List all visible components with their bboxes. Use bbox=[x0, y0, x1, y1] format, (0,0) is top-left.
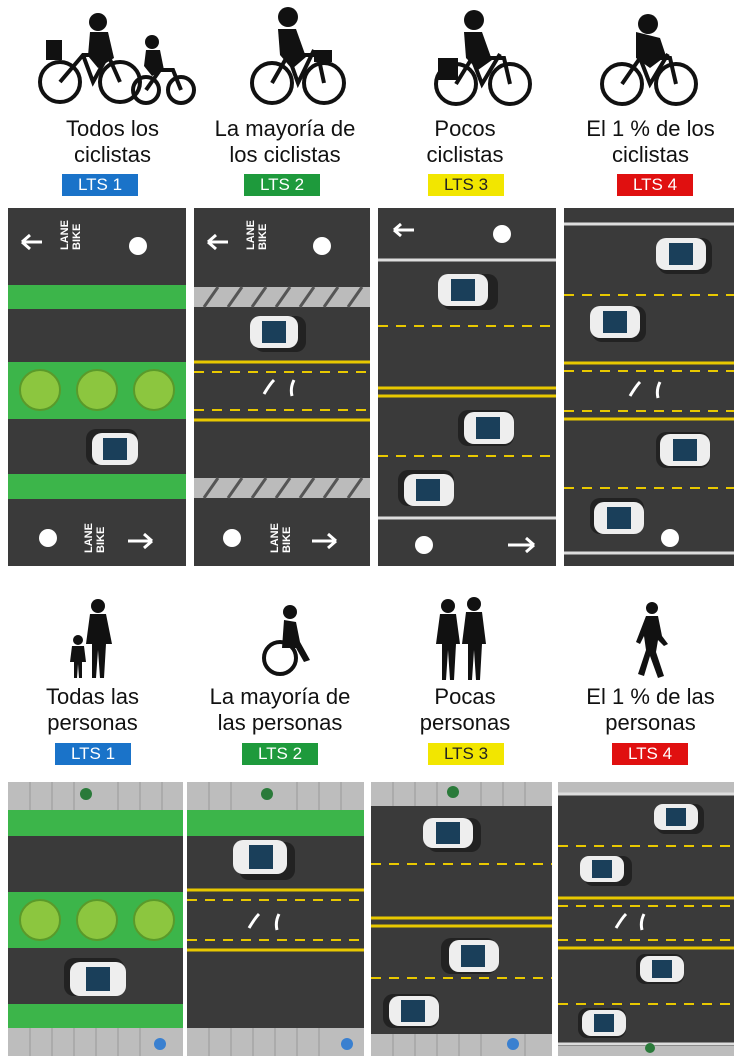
car-icon bbox=[636, 954, 684, 984]
cyclist-with-pannier-icon bbox=[432, 8, 532, 110]
caption-line: La mayoría de bbox=[209, 684, 351, 709]
pedestrian-icon bbox=[447, 786, 459, 798]
lane-text: LANE bbox=[83, 523, 95, 553]
street-diagram-lts3-bike bbox=[378, 208, 556, 566]
turn-arrow-icon bbox=[249, 914, 279, 930]
caption-line: personas bbox=[47, 710, 138, 735]
car-icon bbox=[398, 470, 454, 506]
car-icon bbox=[383, 994, 439, 1028]
lts-badge: LTS 2 bbox=[244, 174, 320, 196]
turn-arrow-icon bbox=[616, 914, 644, 930]
car-icon bbox=[64, 958, 126, 996]
lane-text: BIKE bbox=[71, 223, 83, 250]
turn-arrow-icon bbox=[264, 380, 294, 396]
cyclist-icon bbox=[415, 536, 433, 554]
lts-badge: LTS 4 bbox=[612, 743, 688, 765]
runner-icon bbox=[636, 600, 672, 680]
lane-text: LANE bbox=[59, 220, 71, 250]
car-icon bbox=[233, 840, 295, 880]
caption-line: los ciclistas bbox=[229, 142, 341, 167]
lts-badge: LTS 3 bbox=[428, 743, 504, 765]
car-icon bbox=[590, 498, 644, 534]
family-cyclists-icon bbox=[38, 10, 198, 110]
pedestrian-icon bbox=[154, 1038, 166, 1050]
caption-line: las personas bbox=[217, 710, 343, 735]
lane-text: BIKE bbox=[95, 526, 107, 553]
pedestrian-icon bbox=[507, 1038, 519, 1050]
street-diagram-lts2-ped bbox=[187, 782, 364, 1056]
car-icon bbox=[656, 238, 712, 274]
car-icon bbox=[578, 1008, 626, 1038]
car-icon bbox=[656, 432, 710, 468]
car-icon bbox=[423, 818, 481, 852]
lts-badge: LTS 4 bbox=[617, 174, 693, 196]
street-diagram-lts2-bike bbox=[194, 208, 370, 566]
caption-line: ciclistas bbox=[73, 142, 151, 167]
wheelchair-user-icon bbox=[256, 604, 314, 676]
street-diagram-lts1-bike bbox=[8, 208, 186, 566]
car-icon bbox=[590, 306, 646, 342]
cyclist-icon bbox=[313, 237, 331, 255]
caption-line: personas bbox=[419, 710, 511, 735]
walking-couple-icon bbox=[432, 596, 492, 682]
cyclist-icon bbox=[129, 237, 147, 255]
car-icon bbox=[654, 804, 704, 834]
caption-line: ciclistas bbox=[611, 142, 689, 167]
caption-line: Todos los bbox=[66, 116, 159, 141]
street-diagram-lts1-ped bbox=[8, 782, 183, 1056]
cyclist-icon bbox=[223, 529, 241, 547]
car-icon bbox=[438, 274, 498, 310]
lts-badge: LTS 2 bbox=[242, 743, 318, 765]
caption-line: El 1 % de las bbox=[586, 684, 715, 709]
lts-badge: LTS 1 bbox=[55, 743, 131, 765]
pedestrian-icon bbox=[261, 788, 273, 800]
cyclist-icon bbox=[39, 529, 57, 547]
lane-text: LANE bbox=[269, 523, 281, 553]
street-diagram-lts4-bike bbox=[564, 208, 734, 566]
street-diagram-lts3-ped bbox=[371, 782, 552, 1056]
cyclist-icon bbox=[493, 225, 511, 243]
caption-line: personas bbox=[605, 710, 696, 735]
lts-badge: LTS 1 bbox=[62, 174, 138, 196]
pedestrian-icon bbox=[80, 788, 92, 800]
pedestrian-icon bbox=[645, 1043, 655, 1053]
car-icon bbox=[441, 938, 499, 974]
car-icon bbox=[86, 429, 138, 465]
lts-badge: LTS 3 bbox=[428, 174, 504, 196]
car-icon bbox=[458, 410, 514, 446]
street-diagram-lts4-ped bbox=[558, 782, 734, 1056]
cyclist-with-basket-icon bbox=[248, 5, 348, 110]
caption-line: Pocas bbox=[434, 684, 496, 709]
cyclist-icon bbox=[661, 529, 679, 547]
pedestrian-icon bbox=[341, 1038, 353, 1050]
sport-cyclist-icon bbox=[600, 12, 700, 110]
caption-line: ciclistas bbox=[426, 142, 504, 167]
turn-arrow-icon bbox=[630, 382, 660, 398]
lane-text: BIKE bbox=[281, 526, 293, 553]
caption-line: El 1 % de los bbox=[586, 116, 715, 141]
lane-text: LANE bbox=[245, 220, 257, 250]
caption-line: Pocos bbox=[434, 116, 496, 141]
lane-text: BIKE bbox=[257, 223, 269, 250]
car-icon bbox=[250, 316, 306, 352]
caption-line: La mayoría de bbox=[214, 116, 356, 141]
car-icon bbox=[580, 856, 632, 886]
caption-line: Todas las bbox=[46, 684, 139, 709]
adult-with-child-icon bbox=[66, 598, 116, 680]
